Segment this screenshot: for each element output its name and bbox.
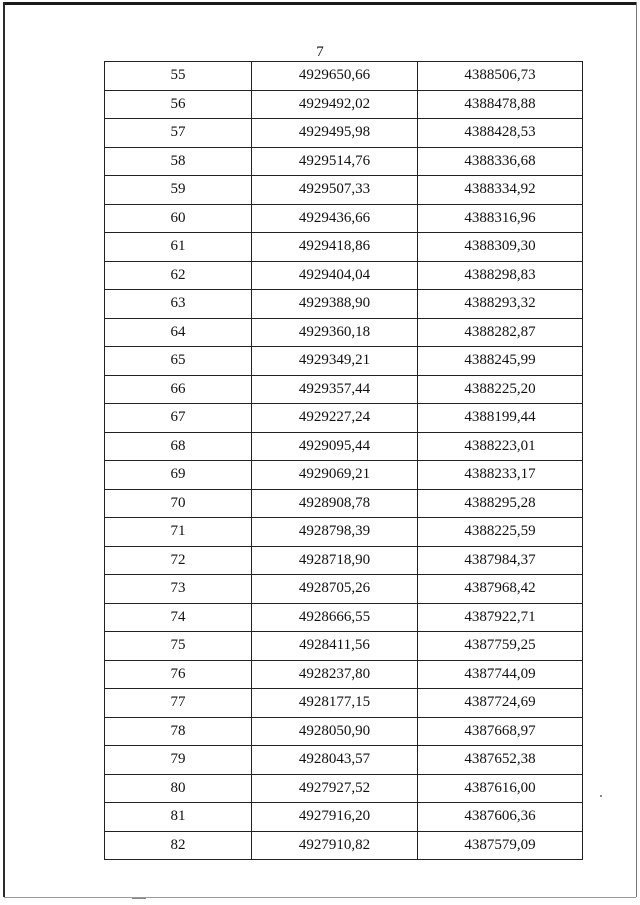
table-row bbox=[105, 546, 583, 575]
y-coordinate-cell: 4388309,30 bbox=[418, 233, 583, 262]
x-coordinate-cell: 4927916,20 bbox=[252, 803, 418, 832]
x-coordinate-cell: 4929388,90 bbox=[252, 290, 418, 319]
x-coordinate-cell: 4927927,52 bbox=[252, 774, 418, 803]
scan-edge-left bbox=[3, 2, 5, 897]
y-coordinate-cell: 4387606,36 bbox=[418, 803, 583, 832]
point-number-cell: 60 bbox=[105, 204, 252, 233]
point-number-cell: 77 bbox=[105, 689, 252, 718]
y-coordinate-cell: 4388316,96 bbox=[418, 204, 583, 233]
table-row bbox=[105, 489, 583, 518]
y-coordinate-cell: 4387984,37 bbox=[418, 546, 583, 575]
point-number-cell: 67 bbox=[105, 404, 252, 433]
table-row bbox=[105, 176, 583, 205]
point-number-cell: 78 bbox=[105, 717, 252, 746]
table-row bbox=[105, 461, 583, 490]
y-coordinate-cell: 4387968,42 bbox=[418, 575, 583, 604]
point-number-cell: 81 bbox=[105, 803, 252, 832]
point-number-cell: 66 bbox=[105, 375, 252, 404]
x-coordinate-cell: 4929418,86 bbox=[252, 233, 418, 262]
x-coordinate-cell: 4929492,02 bbox=[252, 90, 418, 119]
x-coordinate-cell: 4929404,04 bbox=[252, 261, 418, 290]
y-coordinate-cell: 4387652,38 bbox=[418, 746, 583, 775]
point-number-cell: 68 bbox=[105, 432, 252, 461]
table-row bbox=[105, 261, 583, 290]
y-coordinate-cell: 4387724,69 bbox=[418, 689, 583, 718]
point-number-cell: 64 bbox=[105, 318, 252, 347]
y-coordinate-cell: 4388478,88 bbox=[418, 90, 583, 119]
scan-edge-top bbox=[4, 2, 636, 5]
table-row bbox=[105, 432, 583, 461]
coordinates-table-body bbox=[105, 62, 583, 860]
x-coordinate-cell: 4929495,98 bbox=[252, 119, 418, 148]
point-number-cell: 59 bbox=[105, 176, 252, 205]
table-row bbox=[105, 518, 583, 547]
table-row bbox=[105, 717, 583, 746]
x-coordinate-cell: 4928237,80 bbox=[252, 660, 418, 689]
table-row bbox=[105, 318, 583, 347]
table-row bbox=[105, 632, 583, 661]
point-number-cell: 69 bbox=[105, 461, 252, 490]
y-coordinate-cell: 4388334,92 bbox=[418, 176, 583, 205]
x-coordinate-cell: 4929507,33 bbox=[252, 176, 418, 205]
point-number-cell: 75 bbox=[105, 632, 252, 661]
x-coordinate-cell: 4929650,66 bbox=[252, 62, 418, 91]
y-coordinate-cell: 4387579,09 bbox=[418, 831, 583, 860]
x-coordinate-cell: 4928043,57 bbox=[252, 746, 418, 775]
table-row bbox=[105, 347, 583, 376]
point-number-cell: 80 bbox=[105, 774, 252, 803]
scan-edge-bottom bbox=[4, 897, 636, 898]
table-row bbox=[105, 204, 583, 233]
table-row bbox=[105, 603, 583, 632]
point-number-cell: 74 bbox=[105, 603, 252, 632]
table-row bbox=[105, 404, 583, 433]
scan-edge-right bbox=[636, 2, 637, 897]
table-row bbox=[105, 746, 583, 775]
y-coordinate-cell: 4388428,53 bbox=[418, 119, 583, 148]
x-coordinate-cell: 4929349,21 bbox=[252, 347, 418, 376]
point-number-cell: 73 bbox=[105, 575, 252, 604]
x-coordinate-cell: 4929069,21 bbox=[252, 461, 418, 490]
table-row bbox=[105, 803, 583, 832]
table-row bbox=[105, 774, 583, 803]
table-row bbox=[105, 147, 583, 176]
x-coordinate-cell: 4929514,76 bbox=[252, 147, 418, 176]
table-row bbox=[105, 660, 583, 689]
x-coordinate-cell: 4928411,56 bbox=[252, 632, 418, 661]
y-coordinate-cell: 4388199,44 bbox=[418, 404, 583, 433]
table-row bbox=[105, 62, 583, 91]
y-coordinate-cell: 4388223,01 bbox=[418, 432, 583, 461]
coordinates-table bbox=[104, 61, 583, 860]
y-coordinate-cell: 4388298,83 bbox=[418, 261, 583, 290]
y-coordinate-cell: 4388245,99 bbox=[418, 347, 583, 376]
scan-speck bbox=[132, 898, 146, 899]
point-number-cell: 58 bbox=[105, 147, 252, 176]
point-number-cell: 71 bbox=[105, 518, 252, 547]
x-coordinate-cell: 4927910,82 bbox=[252, 831, 418, 860]
x-coordinate-cell: 4928050,90 bbox=[252, 717, 418, 746]
x-coordinate-cell: 4929357,44 bbox=[252, 375, 418, 404]
x-coordinate-cell: 4928705,26 bbox=[252, 575, 418, 604]
table-row bbox=[105, 689, 583, 718]
y-coordinate-cell: 4388295,28 bbox=[418, 489, 583, 518]
y-coordinate-cell: 4387744,09 bbox=[418, 660, 583, 689]
point-number-cell: 55 bbox=[105, 62, 252, 91]
x-coordinate-cell: 4928666,55 bbox=[252, 603, 418, 632]
y-coordinate-cell: 4388506,73 bbox=[418, 62, 583, 91]
point-number-cell: 63 bbox=[105, 290, 252, 319]
x-coordinate-cell: 4929436,66 bbox=[252, 204, 418, 233]
point-number-cell: 72 bbox=[105, 546, 252, 575]
x-coordinate-cell: 4929095,44 bbox=[252, 432, 418, 461]
point-number-cell: 65 bbox=[105, 347, 252, 376]
point-number-cell: 57 bbox=[105, 119, 252, 148]
table-row bbox=[105, 233, 583, 262]
table-row bbox=[105, 119, 583, 148]
table-row bbox=[105, 375, 583, 404]
y-coordinate-cell: 4388233,17 bbox=[418, 461, 583, 490]
table-row bbox=[105, 575, 583, 604]
y-coordinate-cell: 4387759,25 bbox=[418, 632, 583, 661]
y-coordinate-cell: 4387922,71 bbox=[418, 603, 583, 632]
point-number-cell: 76 bbox=[105, 660, 252, 689]
point-number-cell: 70 bbox=[105, 489, 252, 518]
table-row bbox=[105, 831, 583, 860]
x-coordinate-cell: 4928718,90 bbox=[252, 546, 418, 575]
y-coordinate-cell: 4388293,32 bbox=[418, 290, 583, 319]
point-number-cell: 56 bbox=[105, 90, 252, 119]
scan-speck bbox=[600, 795, 602, 797]
y-coordinate-cell: 4388225,20 bbox=[418, 375, 583, 404]
x-coordinate-cell: 4928908,78 bbox=[252, 489, 418, 518]
x-coordinate-cell: 4928798,39 bbox=[252, 518, 418, 547]
y-coordinate-cell: 4388282,87 bbox=[418, 318, 583, 347]
y-coordinate-cell: 4387668,97 bbox=[418, 717, 583, 746]
point-number-cell: 62 bbox=[105, 261, 252, 290]
y-coordinate-cell: 4388225,59 bbox=[418, 518, 583, 547]
point-number-cell: 61 bbox=[105, 233, 252, 262]
y-coordinate-cell: 4388336,68 bbox=[418, 147, 583, 176]
page-number: 7 bbox=[316, 44, 324, 60]
y-coordinate-cell: 4387616,00 bbox=[418, 774, 583, 803]
x-coordinate-cell: 4929227,24 bbox=[252, 404, 418, 433]
table-row bbox=[105, 90, 583, 119]
table-row bbox=[105, 290, 583, 319]
x-coordinate-cell: 4929360,18 bbox=[252, 318, 418, 347]
point-number-cell: 79 bbox=[105, 746, 252, 775]
point-number-cell: 82 bbox=[105, 831, 252, 860]
x-coordinate-cell: 4928177,15 bbox=[252, 689, 418, 718]
